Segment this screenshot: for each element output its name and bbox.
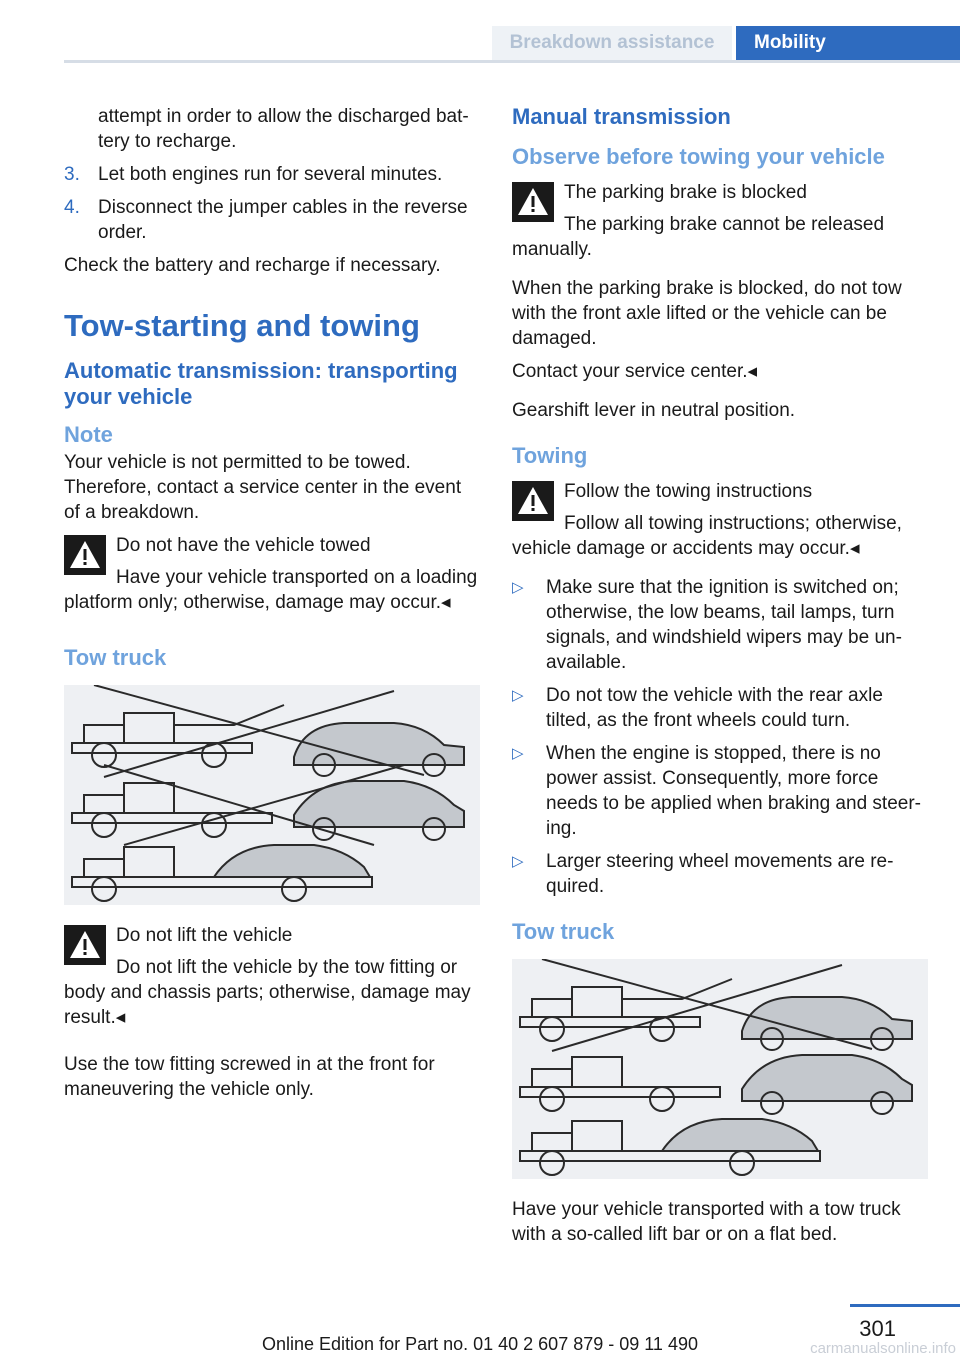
gearshift-text: Gearshift lever in neutral position. — [512, 400, 796, 421]
continued-step-text: attempt in order to allow the discharged bat-tery to recharge. — [98, 106, 469, 152]
triangle-bullet-icon: ▷ — [512, 853, 524, 870]
left-column — [64, 104, 482, 1110]
warning-triangle-icon — [512, 481, 554, 521]
step-number: 3. — [64, 164, 80, 185]
note-heading: Note — [64, 422, 113, 447]
towed-car-drawing — [294, 723, 464, 776]
section-heading-automatic: Automatic transmission: transporting your vehicle — [64, 358, 458, 409]
triangle-bullet-icon: ▷ — [512, 745, 524, 762]
chapter-heading: Tow-starting and towing — [64, 308, 420, 343]
warning-block — [64, 923, 482, 1030]
tow-truck-illustration — [512, 959, 928, 1179]
step-item — [64, 162, 482, 187]
header-rule — [64, 60, 960, 63]
page-number: 301 — [859, 1316, 896, 1341]
section-heading-manual: Manual transmission — [512, 104, 731, 129]
tow-truck-heading-right: Tow truck — [512, 919, 615, 944]
warning-title: The parking brake is blocked — [564, 182, 807, 203]
right-column — [512, 104, 930, 1255]
list-item — [512, 849, 930, 899]
header-section-prev[interactable]: Breakdown assistance — [492, 26, 732, 60]
step-text: Disconnect the jumper cables in the reverse order. — [98, 197, 468, 243]
contact-service-text: Contact your service center.◂ — [512, 361, 758, 382]
footer-rule — [850, 1304, 960, 1307]
list-item-text: Make sure that the ignition is switched on; otherwise, the low beams, tail lamps, turn signals, and windshield wipers may be un-available. — [546, 577, 902, 673]
header-section-current[interactable]: Mobility — [736, 26, 960, 60]
list-item — [512, 575, 930, 675]
note-text: Your vehicle is not permitted to be towed. Therefore, contact a service center in the event of a breakdown. — [64, 452, 462, 523]
tow-truck-heading: Tow truck — [64, 645, 167, 670]
parking-brake-text: When the parking brake is blocked, do not tow with the front axle lifted or the vehicle can be damaged. — [512, 278, 902, 349]
step-number: 4. — [64, 197, 80, 218]
warning-block — [64, 533, 482, 615]
check-battery-text: Check the battery and recharge if necessary. — [64, 255, 441, 276]
towing-bullet-list — [512, 575, 930, 899]
lift-truck-drawing — [72, 705, 284, 767]
list-item-text: When the engine is stopped, there is no power assist. Consequently, more force needs to be applied when braking and steer-ing. — [546, 743, 921, 839]
warning-body: Have your vehicle transported on a loading platform only; otherwise, damage may occur.◂ — [64, 567, 478, 613]
watermark: carmanualsonline.info — [810, 1340, 956, 1357]
steps-list — [64, 162, 482, 245]
warning-triangle-icon — [512, 182, 554, 222]
observe-heading: Observe before towing your vehicle — [512, 144, 885, 169]
warning-block — [512, 180, 930, 262]
triangle-bullet-icon: ▷ — [512, 687, 524, 704]
list-item — [512, 741, 930, 841]
list-item — [512, 683, 930, 733]
tow-truck-illustration — [64, 685, 480, 905]
warning-title: Do not have the vehicle towed — [116, 535, 371, 556]
edition-text: Online Edition for Part no. 01 40 2 607 879 - 09 11 490 — [262, 1334, 698, 1354]
tow-fitting-text: Use the tow fitting screwed in at the front for maneuvering the vehicle only. — [64, 1054, 435, 1100]
warning-triangle-icon — [64, 535, 106, 575]
warning-title: Follow the towing instructions — [564, 481, 813, 502]
list-item-text: Larger steering wheel movements are re-quired. — [546, 851, 894, 897]
warning-title: Do not lift the vehicle — [116, 925, 293, 946]
warning-body: Follow all towing instructions; otherwise, vehicle damage or accidents may occur.◂ — [512, 513, 902, 559]
list-item-text: Do not tow the vehicle with the rear axle tilted, as the front wheels could turn. — [546, 685, 883, 731]
warning-body: Do not lift the vehicle by the tow fitting or body and chassis parts; otherwise, damage may result.◂ — [64, 957, 471, 1028]
flat-bed-text: Have your vehicle transported with a tow truck with a so-called lift bar or on a flat bed. — [512, 1199, 901, 1245]
step-text: Let both engines run for several minutes. — [98, 164, 443, 185]
towing-heading: Towing — [512, 443, 588, 468]
warning-body: The parking brake cannot be released manually. — [512, 214, 885, 260]
warning-block — [512, 479, 930, 561]
triangle-bullet-icon: ▷ — [512, 579, 524, 596]
step-item — [64, 195, 482, 245]
warning-triangle-icon — [64, 925, 106, 965]
